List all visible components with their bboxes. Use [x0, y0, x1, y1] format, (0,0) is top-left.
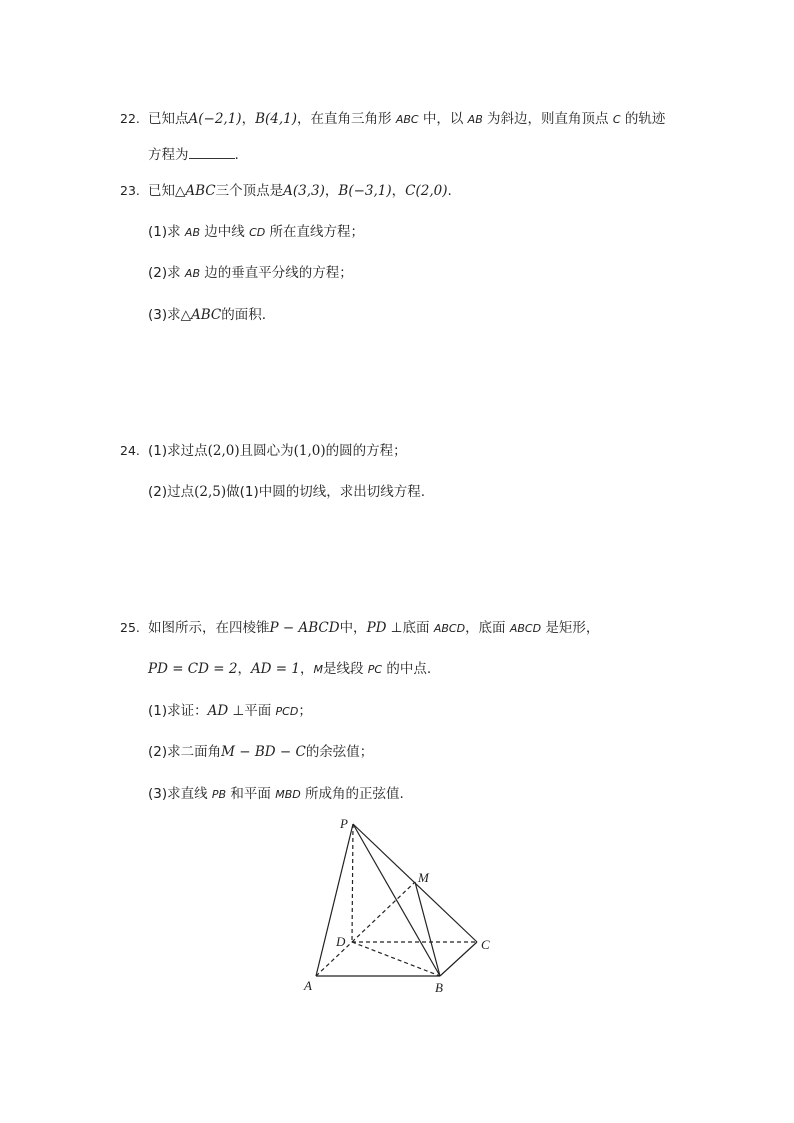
q25-part3 — [148, 785, 404, 804]
edge-pa — [316, 824, 353, 976]
q25-ad-eq: AD = 1 — [250, 661, 300, 677]
q25-p1-text: (1)求证： — [148, 703, 208, 719]
q22-number: 22. — [120, 111, 140, 126]
q22-vertex-c: C — [612, 113, 621, 126]
q24-p1-center: (1,0) — [293, 443, 326, 459]
q23-p2-text: (2)求 — [148, 265, 185, 281]
q25-sep: ， — [300, 661, 314, 677]
q23-triangle-abc: ABC — [185, 183, 216, 199]
q24-p1-text: 且圆心为 — [239, 443, 294, 459]
q23-text: 三个顶点是 — [215, 183, 284, 199]
q25-part2 — [148, 743, 373, 761]
q22-text: ，在直角三角形 — [297, 111, 396, 127]
label-m: M — [418, 870, 429, 885]
label-d: D — [336, 934, 346, 949]
q25-p1-text: ⊥平面 — [228, 703, 276, 719]
q25-pd: PD — [366, 620, 387, 636]
q23-sep: ， — [391, 183, 406, 199]
q25-segment-pc: PC — [367, 663, 383, 676]
q22-line2 — [148, 146, 239, 164]
q23-part3 — [148, 306, 266, 324]
q23-point-c: C(2,0) — [405, 183, 448, 199]
q25-p3-text: 所成角的正弦值. — [300, 786, 404, 802]
q25-p3-text: 和平面 — [226, 786, 276, 802]
q23-p1-text: 边中线 — [200, 224, 250, 240]
q23-p3-text: (3)求△ — [148, 307, 192, 323]
q24-p1-text: (1)求过点 — [148, 443, 208, 459]
q24-part1 — [148, 442, 407, 460]
q23-text: 已知△ — [148, 183, 186, 199]
q23-p3-text: 的面积. — [221, 307, 267, 323]
q23-p1-cd: CD — [249, 226, 266, 239]
q22-text: . — [234, 147, 239, 163]
q22-text: 的轨迹 — [620, 111, 666, 127]
q25-line1 — [148, 619, 599, 638]
q23-p1-ab: AB — [184, 226, 200, 239]
q24-p2-point: (2,5) — [194, 484, 227, 500]
q23-p2-text: 边的垂直平分线的方程； — [200, 265, 353, 281]
q24-p1-point: (2,0) — [207, 443, 240, 459]
q22-segment-ab: AB — [467, 113, 483, 126]
edge-dm — [352, 882, 415, 942]
q22-triangle-abc: ABC — [395, 113, 419, 126]
q25-p1-pcd: PCD — [275, 705, 299, 718]
q25-p3-text: (3)求直线 — [148, 786, 212, 802]
q23-point-a: A(3,3) — [283, 183, 325, 199]
q22-sep: ， — [241, 111, 256, 127]
edge-bc — [440, 942, 477, 976]
q25-p3-pb: PB — [211, 788, 227, 801]
q25-p3-mbd: MBD — [275, 788, 301, 801]
q25-pyramid-expr: P − ABCD — [269, 620, 340, 636]
pyramid-figure — [290, 808, 510, 998]
q25-part1 — [148, 702, 312, 721]
q25-text: 的中点. — [382, 661, 432, 677]
q25-number: 25. — [120, 620, 140, 635]
q24-p1-text: 的圆的方程； — [325, 443, 407, 459]
label-c: C — [481, 937, 490, 952]
q25-line2 — [148, 660, 431, 679]
q22-text: 中，以 — [418, 111, 468, 127]
q25-base-abcd: ABCD — [433, 622, 466, 635]
q25-text: 是线段 — [323, 661, 368, 677]
q25-text: 如图所示，在四棱锥 — [148, 620, 270, 636]
q24-p2-text: 做(1)中圆的切线，求出切线方程. — [226, 484, 426, 500]
q22-point-a: A(−2,1) — [188, 111, 242, 127]
edge-mb — [415, 882, 440, 976]
q23-sep: ， — [324, 183, 339, 199]
answer-blank[interactable] — [189, 146, 235, 159]
q23-stem — [148, 182, 452, 200]
q23-p1-text: (1)求 — [148, 224, 185, 240]
q25-p1-text: ； — [298, 703, 312, 719]
q23-p1-text: 所在直线方程； — [265, 224, 365, 240]
q22-point-b: B(4,1) — [255, 111, 298, 127]
q23-p2-ab: AB — [184, 267, 200, 280]
q25-base-abcd: ABCD — [509, 622, 542, 635]
edge-db — [352, 942, 440, 976]
label-a: A — [304, 978, 312, 993]
q23-part2 — [148, 264, 353, 283]
q22-line1 — [148, 110, 665, 129]
q22-text: 方程为 — [148, 147, 189, 163]
q25-p2-dihedral: M − BD − C — [221, 744, 306, 760]
q22-text: 为斜边，则直角顶点 — [482, 111, 613, 127]
q25-text: 是矩形， — [541, 620, 600, 636]
q22-text: 已知点 — [148, 111, 189, 127]
edge-pd — [352, 824, 353, 942]
q25-p2-text: (2)求二面角 — [148, 744, 222, 760]
q25-pd-cd-eq: PD = CD = 2 — [148, 661, 238, 677]
q23-p3-abc: ABC — [191, 307, 222, 323]
label-b: B — [435, 980, 443, 995]
q25-p2-text: 的余弦值； — [305, 744, 374, 760]
q23-part1 — [148, 223, 364, 242]
q25-text: 中， — [339, 620, 367, 636]
q24-p2-text: (2)过点 — [148, 484, 195, 500]
q23-point-b: B(−3,1) — [338, 183, 392, 199]
q25-sep: ， — [237, 661, 251, 677]
q24-part2 — [148, 483, 425, 501]
edge-pb — [353, 824, 440, 976]
q23-number: 23. — [120, 183, 140, 198]
q23-text: . — [447, 183, 452, 199]
q24-number: 24. — [120, 443, 140, 458]
q25-point-m: M — [313, 663, 323, 676]
q25-text: ⊥底面 — [386, 620, 434, 636]
q25-text: ，底面 — [465, 620, 510, 636]
edge-ad — [316, 942, 352, 976]
label-p: P — [340, 816, 348, 831]
q25-p1-ad: AD — [207, 703, 229, 719]
